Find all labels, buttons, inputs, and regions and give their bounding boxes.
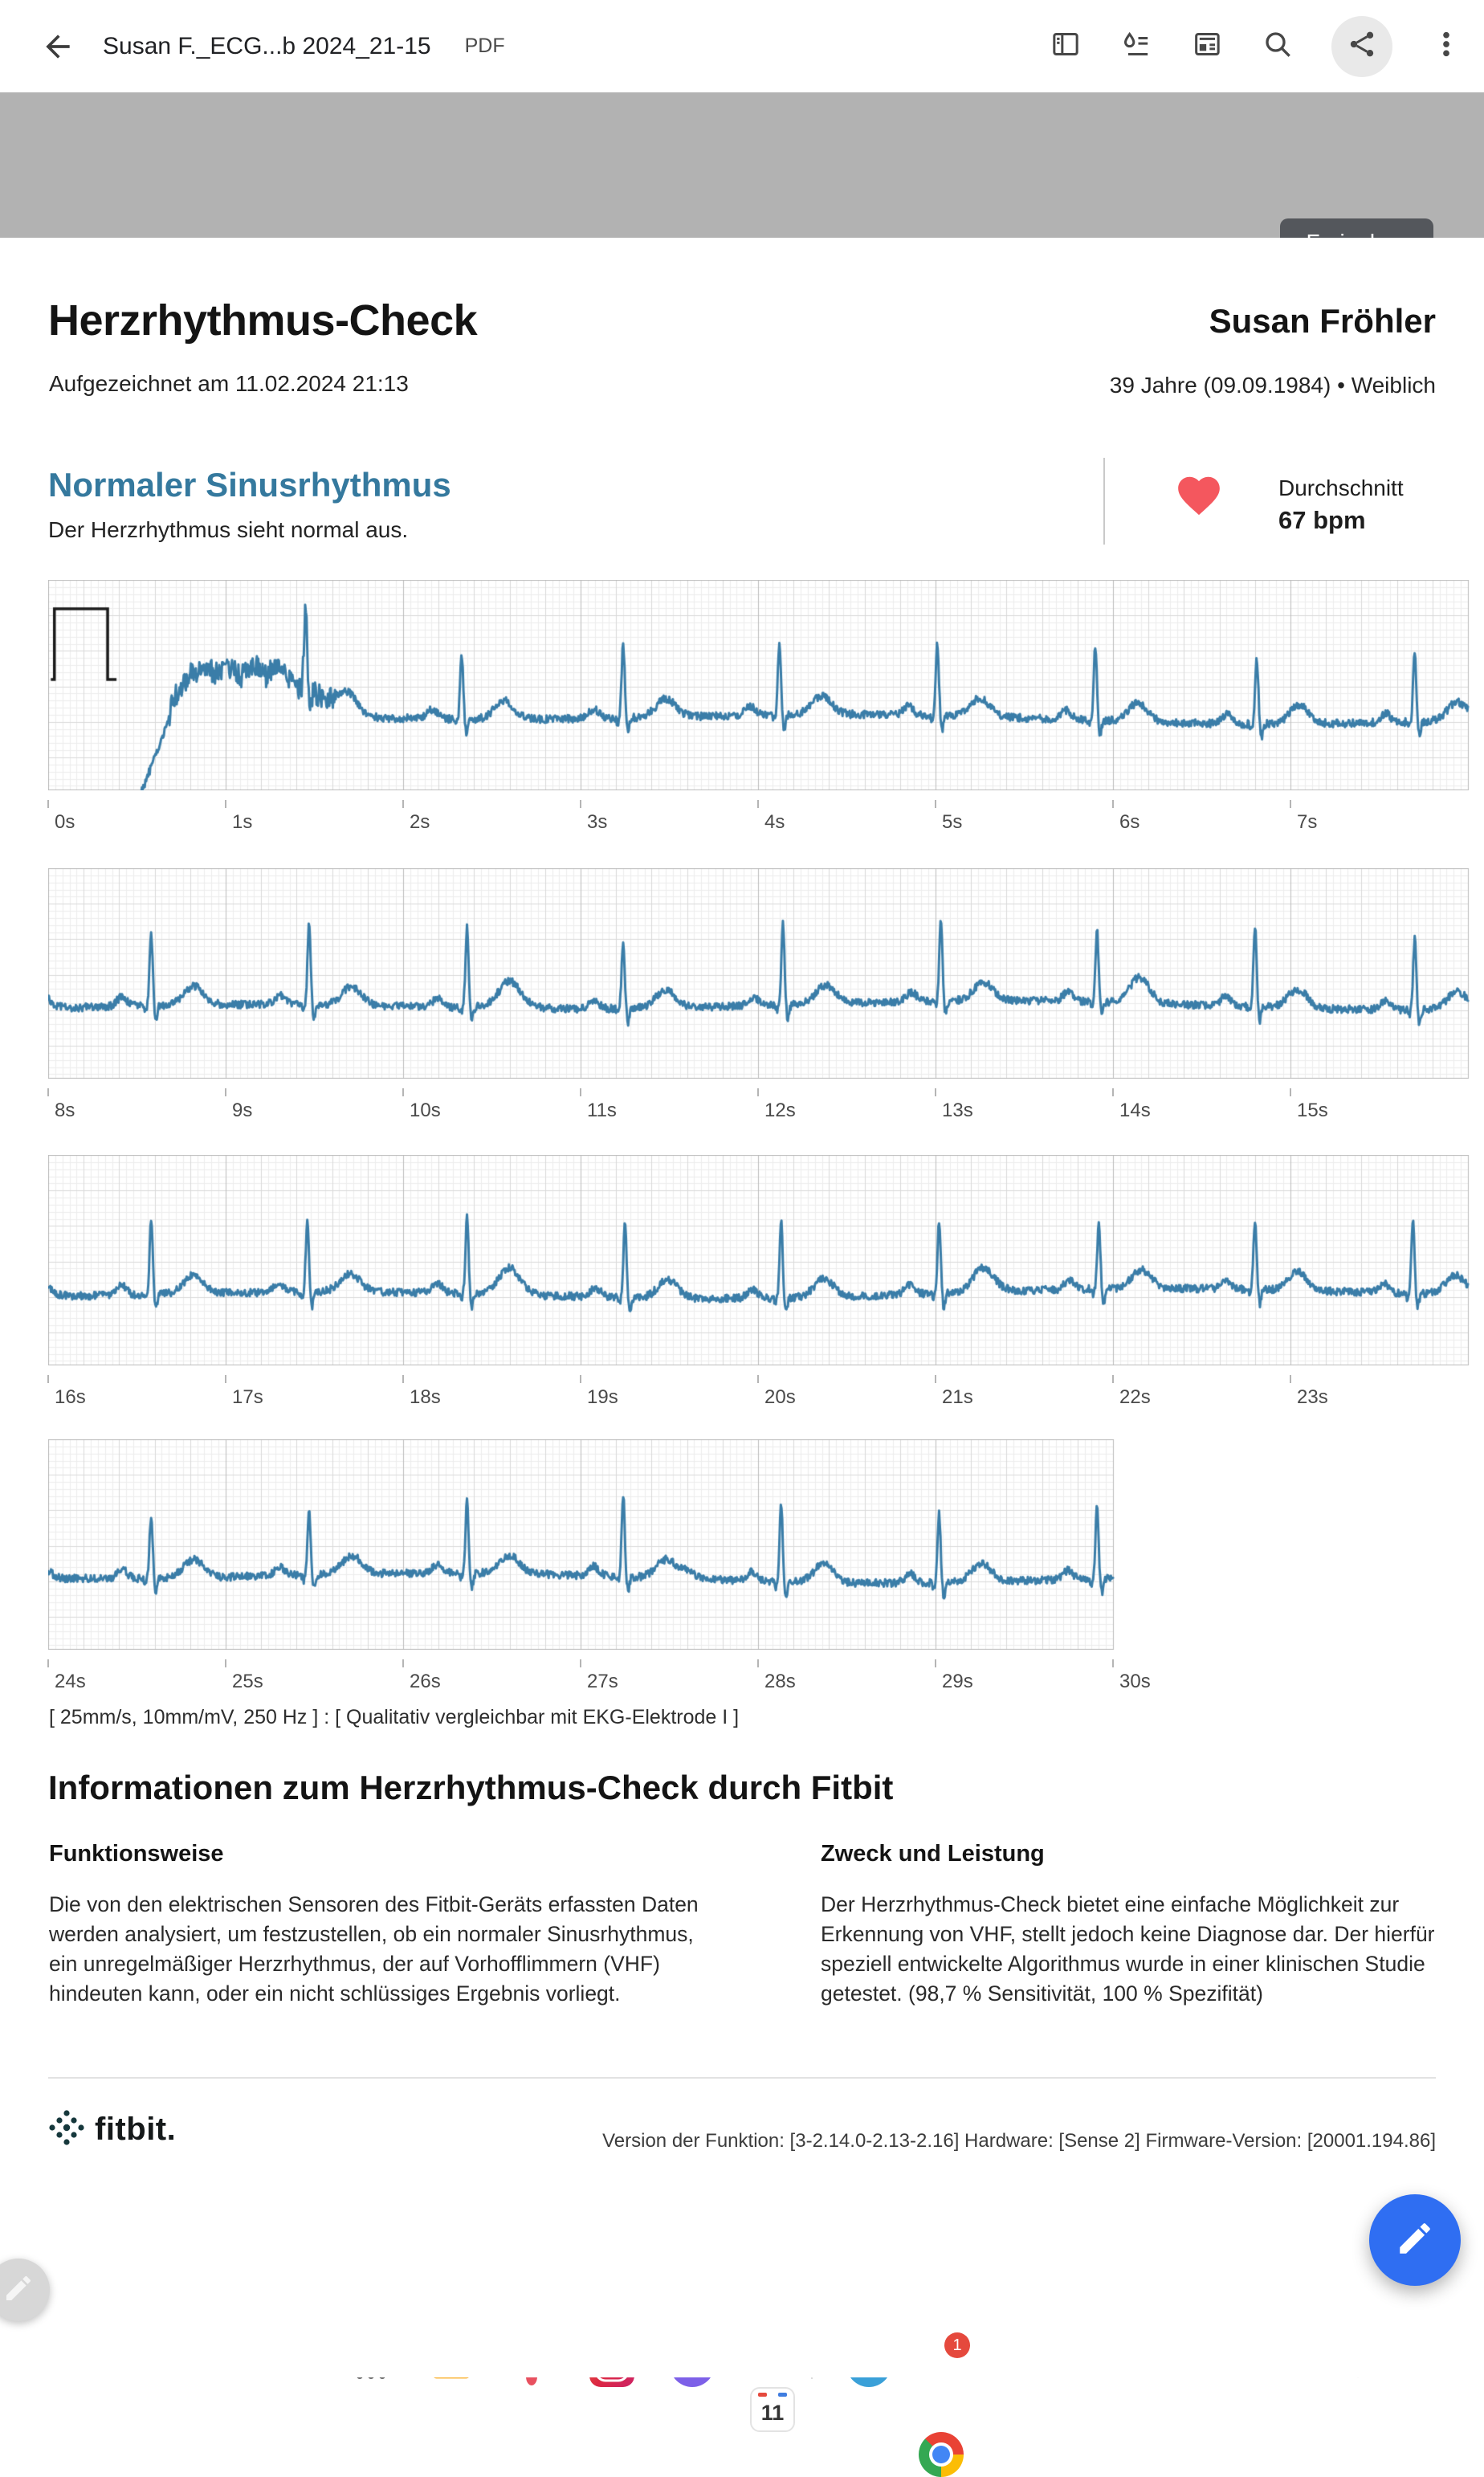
time-label: 27s: [587, 1671, 618, 1692]
pencil-handle-icon: [2, 2272, 35, 2308]
back-icon: [40, 54, 75, 67]
purpose-heading: Zweck und Leistung: [821, 1841, 1045, 1867]
fitbit-logo-icon: [48, 2109, 85, 2150]
time-tick: [47, 1375, 49, 1383]
time-tick: [1112, 800, 1114, 808]
time-label: 12s: [764, 1100, 796, 1121]
calendar-red-mark: [758, 2393, 767, 2397]
time-tick: [935, 800, 936, 808]
time-label: 26s: [410, 1671, 441, 1692]
patient-details: 39 Jahre (09.09.1984) • Weiblich: [1109, 373, 1436, 398]
average-bpm-value: 67 bpm: [1278, 506, 1366, 534]
footer-divider: [48, 2077, 1436, 2079]
how-it-works-text: Die von den elektrischen Sensoren des Fitbit-Geräts erfassten Daten werden analysiert, um festzustellen, ob ein normaler Sinusrhythmus, ein unregelmäßiger Herzrhythmus, der auf Vorhofflimmern (VHF) hindeuten kann, oder ein nicht schlüssiges Ergebnis vorliegt.: [49, 1892, 699, 2006]
back-button[interactable]: [40, 29, 75, 64]
time-label: 25s: [232, 1671, 263, 1692]
time-tick: [402, 1088, 404, 1096]
time-label: 7s: [1297, 811, 1318, 833]
time-tick: [1112, 1088, 1114, 1096]
result-heading: Normaler Sinusrhythmus: [48, 466, 451, 504]
time-label: 23s: [1297, 1386, 1328, 1408]
time-label: 18s: [410, 1386, 441, 1408]
chrome-app-button[interactable]: [919, 2432, 964, 2477]
time-label: 15s: [1297, 1100, 1328, 1121]
time-tick: [1290, 800, 1291, 808]
ecg-strip-1: [48, 580, 1471, 835]
ink-annotation-icon: [1120, 28, 1152, 64]
search-icon: [1262, 28, 1294, 64]
ecg-canvas-3: [48, 1155, 1470, 1365]
heart-icon: [1174, 471, 1224, 524]
time-label: 2s: [410, 811, 430, 833]
time-tick: [1290, 1088, 1291, 1096]
time-axis-3: [48, 1375, 1471, 1410]
time-axis-2: [48, 1088, 1471, 1124]
time-tick: [757, 1088, 759, 1096]
patient-name: Susan Fröhler: [1209, 302, 1436, 340]
time-tick: [580, 1088, 581, 1096]
ecg-strip-2: [48, 868, 1471, 1124]
purpose-text: Der Herzrhythmus-Check bietet eine einfache Möglichkeit zur Erkennung von VHF, stellt jedoch keine Diagnose dar. Der hierfür speziell entwickelte Algorithmus wurde in einer klinischen Studie getestet. (98,7 % Sensitivität, 100 % Spezifität): [821, 1892, 1435, 2006]
time-tick: [580, 800, 581, 808]
report-title: Herzrhythmus-Check: [48, 296, 478, 345]
time-label: 28s: [764, 1671, 796, 1692]
time-tick: [1290, 1375, 1291, 1383]
time-tick: [1112, 1375, 1114, 1383]
time-label: 14s: [1119, 1100, 1151, 1121]
time-tick: [47, 1659, 49, 1667]
share-icon: [1346, 28, 1378, 64]
page-layout-icon: [1191, 28, 1223, 64]
ecg-strip-3: [48, 1155, 1471, 1410]
ecg-canvas-2: [48, 868, 1470, 1079]
time-label: 6s: [1119, 811, 1140, 833]
calendar-day: 11: [760, 2401, 785, 2425]
file-type-label: PDF: [464, 35, 505, 57]
viewer-toolbar-band: [0, 92, 1484, 238]
result-subtitle: Der Herzrhythmus sieht normal aus.: [48, 517, 409, 542]
time-label: 13s: [942, 1100, 973, 1121]
time-tick: [225, 1659, 226, 1667]
time-tick: [757, 1375, 759, 1383]
pdf-page[interactable]: [0, 238, 1484, 2377]
time-tick: [225, 800, 226, 808]
more-options-button[interactable]: [1429, 30, 1463, 63]
time-label: 1s: [232, 811, 253, 833]
ecg-canvas-4: [48, 1439, 1115, 1650]
time-tick: [402, 1659, 404, 1667]
calendar-app-button[interactable]: [750, 2387, 795, 2432]
app-bar-actions: [1049, 0, 1463, 92]
time-axis-1: [48, 800, 1471, 835]
time-label: 20s: [764, 1386, 796, 1408]
more-options-icon: [1430, 28, 1462, 64]
side-panel-icon: [1050, 28, 1082, 64]
average-label: Durchschnitt: [1278, 475, 1404, 500]
how-it-works-column: [49, 1841, 699, 2009]
time-tick: [47, 1088, 49, 1096]
fitbit-brand: [48, 2109, 176, 2150]
flower-icon: [509, 2377, 554, 2390]
time-label: 3s: [587, 811, 608, 833]
time-tick: [580, 1659, 581, 1667]
time-tick: [757, 1659, 759, 1667]
share-button[interactable]: [1331, 16, 1392, 77]
edit-fab[interactable]: [1369, 2194, 1461, 2286]
time-label: 19s: [587, 1386, 618, 1408]
file-name: Susan F._ECG...b 2024_21-15: [103, 32, 431, 59]
document-title-bar: [103, 0, 505, 92]
time-tick: [935, 1375, 936, 1383]
time-label: 9s: [232, 1100, 253, 1121]
app-bar: [0, 0, 1484, 92]
time-tick: [225, 1375, 226, 1383]
time-label: 22s: [1119, 1386, 1151, 1408]
purpose-column: [821, 1841, 1463, 2009]
time-label: 17s: [232, 1386, 263, 1408]
time-label: 29s: [942, 1671, 973, 1692]
time-tick: [402, 800, 404, 808]
time-axis-4: [48, 1659, 1471, 1695]
app-drawer-icon: [349, 2377, 393, 2390]
side-panel-button[interactable]: [1049, 30, 1082, 63]
time-tick: [225, 1088, 226, 1096]
search-button[interactable]: [1261, 30, 1294, 63]
time-label: 16s: [55, 1386, 86, 1408]
folder-icon: [429, 2377, 474, 2390]
time-label: 30s: [1119, 1671, 1151, 1692]
time-label: 4s: [764, 811, 785, 833]
how-it-works-heading: Funktionsweise: [49, 1841, 224, 1867]
recorded-date: Aufgezeichnet am 11.02.2024 21:13: [49, 371, 409, 396]
time-label: 10s: [410, 1100, 441, 1121]
time-tick: [47, 800, 49, 808]
calendar-blue-mark: [778, 2393, 787, 2397]
time-tick: [935, 1659, 936, 1667]
taskbar: [0, 2283, 1484, 2377]
notification-badge: 1: [944, 2332, 970, 2358]
time-tick: [580, 1375, 581, 1383]
pencil-icon: [1395, 2218, 1435, 2263]
vertical-divider: [1103, 458, 1105, 545]
time-tick: [935, 1088, 936, 1096]
time-label: 5s: [942, 811, 963, 833]
ecg-canvas-1: [48, 580, 1470, 790]
ecg-settings-footnote: [ 25mm/s, 10mm/mV, 250 Hz ] : [ Qualitativ vergleichbar mit EKG-Elektrode I ]: [49, 1706, 740, 1728]
version-info: Version der Funktion: [3-2.14.0-2.13-2.16] Hardware: [Sense 2] Firmware-Version: [20001.194.86]: [602, 2130, 1436, 2152]
time-label: 8s: [55, 1100, 75, 1121]
time-label: 21s: [942, 1386, 973, 1408]
time-tick: [1112, 1659, 1114, 1667]
page-layout-button[interactable]: [1190, 30, 1224, 63]
time-label: 0s: [55, 811, 75, 833]
fitbit-wordmark: fitbit.: [95, 2112, 177, 2147]
time-label: 24s: [55, 1671, 86, 1692]
camera-icon: [589, 2377, 634, 2390]
time-tick: [757, 800, 759, 808]
info-section-title: Informationen zum Herzrhythmus-Check durch Fitbit: [48, 1769, 894, 1806]
ecg-strip-4: [48, 1439, 1471, 1695]
time-label: 11s: [587, 1100, 617, 1121]
time-tick: [402, 1375, 404, 1383]
annotation-button[interactable]: [1119, 30, 1153, 63]
